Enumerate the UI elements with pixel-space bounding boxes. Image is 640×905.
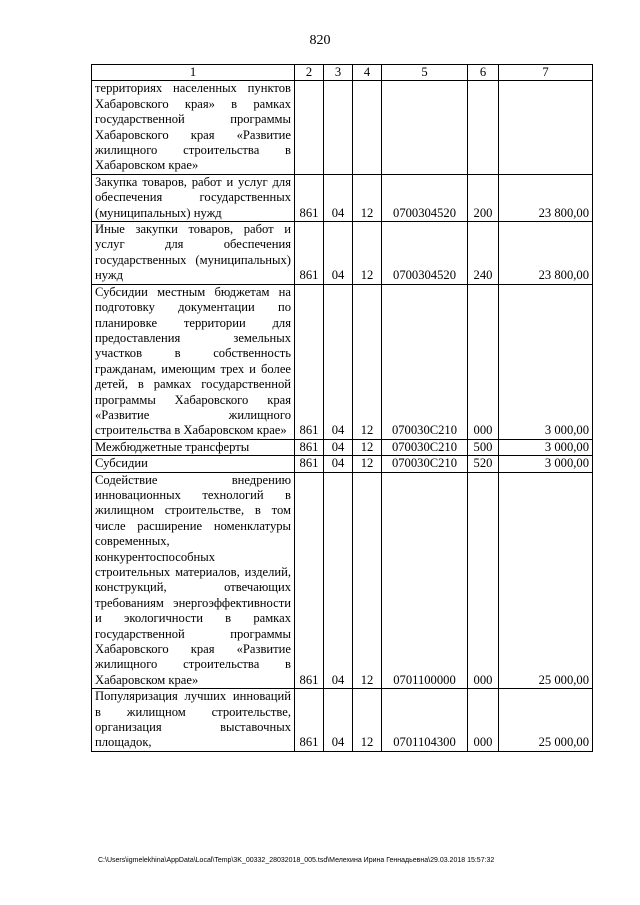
row-subsection <box>353 81 382 174</box>
row-section: 04 <box>324 284 353 439</box>
row-section <box>324 81 353 174</box>
column-header: 4 <box>353 65 382 81</box>
table-row <box>92 439 593 455</box>
row-expense-type: 000 <box>468 472 499 689</box>
table-body <box>92 65 593 752</box>
row-description: Популяризация лучших инноваций в жилищном строительстве, организация выставочных площадок, <box>92 689 295 752</box>
row-target-article: 070030С210 <box>382 284 468 439</box>
row-subsection: 12 <box>353 472 382 689</box>
row-subsection: 12 <box>353 689 382 752</box>
table-header-row <box>92 65 593 81</box>
row-description: Иные закупки товаров, работ и услуг для обеспечения государственных (муниципальных) нужд <box>92 222 295 285</box>
table-row <box>92 174 593 221</box>
page-number: 820 <box>309 33 331 48</box>
row-section: 04 <box>324 174 353 221</box>
row-description: Закупка товаров, работ и услуг для обеспечения государственных (муниципальных) нужд <box>92 174 295 221</box>
row-ministry-code: 861 <box>295 222 324 285</box>
column-header: 6 <box>468 65 499 81</box>
row-target-article: 0701100000 <box>382 472 468 689</box>
row-ministry-code: 861 <box>295 284 324 439</box>
row-subsection: 12 <box>353 174 382 221</box>
row-subsection: 12 <box>353 456 382 472</box>
table-row <box>92 284 593 439</box>
row-subsection: 12 <box>353 439 382 455</box>
row-amount: 3 000,00 <box>499 439 593 455</box>
file-path-footer: C:\Users\igmelekhina\AppData\Local\Temp\3K_00332_28032018_005.tsd\Мелехина Ирина Геннадьевна\29.03.2018 15:57:32 <box>98 857 495 864</box>
row-section: 04 <box>324 472 353 689</box>
row-amount: 3 000,00 <box>499 456 593 472</box>
row-ministry-code: 861 <box>295 472 324 689</box>
row-section: 04 <box>324 222 353 285</box>
table-row <box>92 456 593 472</box>
row-section: 04 <box>324 456 353 472</box>
row-expense-type <box>468 81 499 174</box>
row-expense-type: 500 <box>468 439 499 455</box>
column-header: 2 <box>295 65 324 81</box>
row-amount: 23 800,00 <box>499 174 593 221</box>
row-target-article: 0701104300 <box>382 689 468 752</box>
row-section: 04 <box>324 689 353 752</box>
row-description: Субсидии <box>92 456 295 472</box>
row-amount <box>499 81 593 174</box>
row-ministry-code: 861 <box>295 689 324 752</box>
row-target-article: 0700304520 <box>382 174 468 221</box>
row-expense-type: 000 <box>468 689 499 752</box>
table-row <box>92 689 593 752</box>
row-amount: 3 000,00 <box>499 284 593 439</box>
row-expense-type: 520 <box>468 456 499 472</box>
row-subsection: 12 <box>353 222 382 285</box>
table-row <box>92 472 593 689</box>
column-header: 5 <box>382 65 468 81</box>
row-description: Субсидии местным бюджетам на подготовку документации по планировке территории для предоставления земельных участков в собственность гражданам, имеющим трех и более детей, в рамках государственной программы Хабаровского края «Развитие жилищного строительства в Хабаровском крае» <box>92 284 295 439</box>
row-description: Содействие внедрению инновационных технологий в жилищном строительстве, в том числе расширение номенклатуры современных, конкурентоспособных строительных материалов, изделий, конструкций, отвечающих требованиям энергоэффективности и экологичности в рамках государственной программы Хабаровского края «Развитие жилищного строительства в Хабаровском крае» <box>92 472 295 689</box>
table-row <box>92 81 593 174</box>
row-target-article: 070030С210 <box>382 456 468 472</box>
row-expense-type: 240 <box>468 222 499 285</box>
row-target-article: 0700304520 <box>382 222 468 285</box>
column-header: 1 <box>92 65 295 81</box>
row-amount: 25 000,00 <box>499 689 593 752</box>
row-amount: 23 800,00 <box>499 222 593 285</box>
column-header: 3 <box>324 65 353 81</box>
row-ministry-code <box>295 81 324 174</box>
row-expense-type: 000 <box>468 284 499 439</box>
row-description: Межбюджетные трансферты <box>92 439 295 455</box>
column-header: 7 <box>499 65 593 81</box>
row-section: 04 <box>324 439 353 455</box>
row-ministry-code: 861 <box>295 174 324 221</box>
row-amount: 25 000,00 <box>499 472 593 689</box>
row-target-article: 070030С210 <box>382 439 468 455</box>
row-ministry-code: 861 <box>295 456 324 472</box>
row-description: территориях населенных пунктов Хабаровского края» в рамках государственной программы Хабаровского края «Развитие жилищного строительства в Хабаровском крае» <box>92 81 295 174</box>
table-row <box>92 222 593 285</box>
row-target-article <box>382 81 468 174</box>
row-expense-type: 200 <box>468 174 499 221</box>
budget-table <box>91 64 593 752</box>
row-ministry-code: 861 <box>295 439 324 455</box>
row-subsection: 12 <box>353 284 382 439</box>
